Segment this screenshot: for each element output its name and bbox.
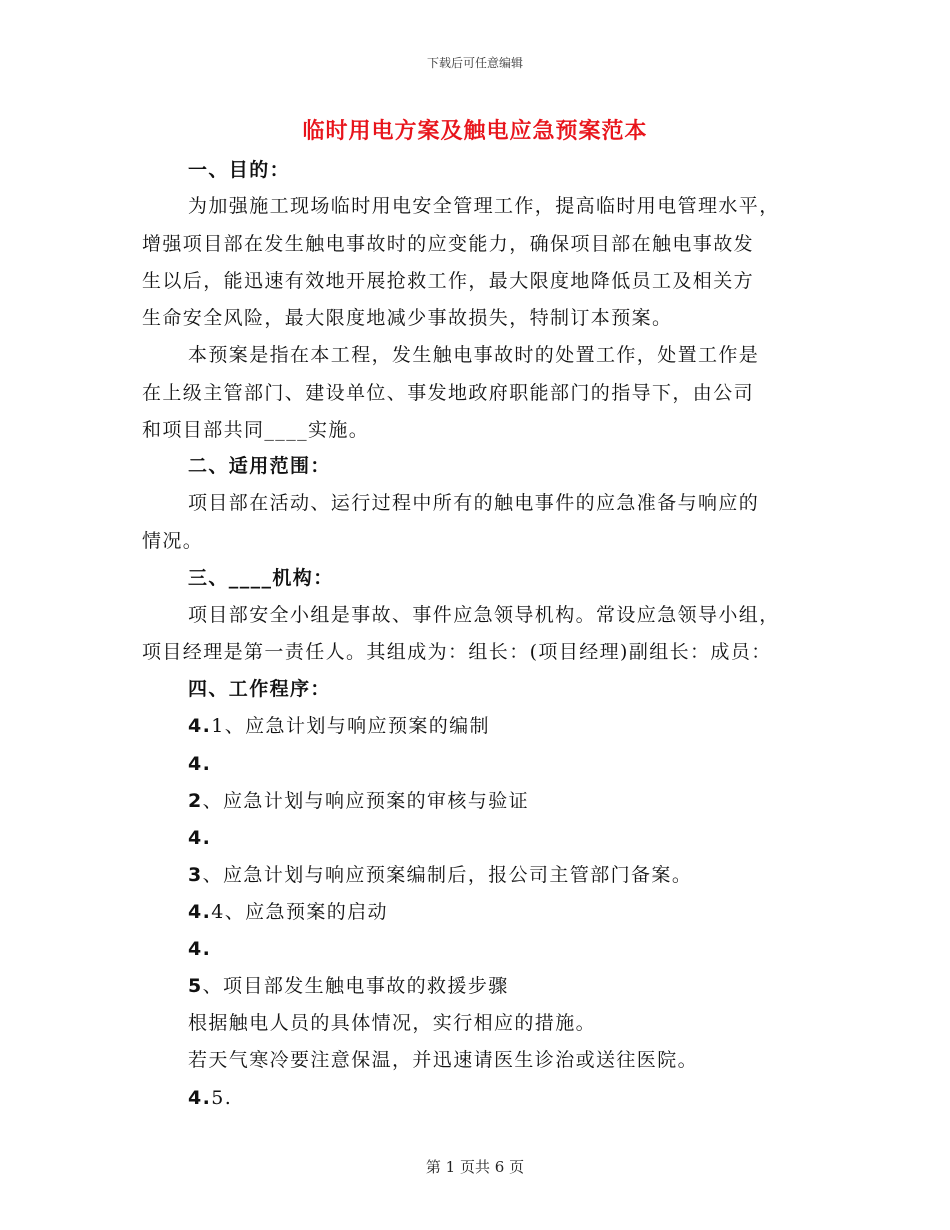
item-text: 1、应急计划与响应预案的编制 bbox=[211, 715, 490, 737]
list-item bbox=[188, 789, 529, 813]
section-heading-purpose: 一、目的： bbox=[188, 159, 291, 181]
item-number: 2 bbox=[188, 790, 203, 812]
item-text: 、应急计划与响应预案编制后，报公司主管部门备案。 bbox=[202, 864, 693, 886]
paragraph-line: 在上级主管部门、建设单位、事发地政府职能部门的指导下，由公司 bbox=[142, 382, 755, 404]
item-number: 4. bbox=[188, 901, 212, 923]
list-item bbox=[188, 714, 490, 738]
section-heading-procedure: 四、工作程序： bbox=[188, 678, 331, 700]
item-text: 5. bbox=[211, 1087, 233, 1109]
item-number: 3 bbox=[188, 864, 203, 886]
item-text: 、项目部发生触电事故的救援步骤 bbox=[202, 975, 509, 997]
page-footer: 第 1 页共 6 页 bbox=[425, 1158, 525, 1176]
paragraph-line: 项目经理是第一责任人。其组成为：组长：(项目经理)副组长：成员： bbox=[142, 641, 772, 663]
paragraph-line: 根据触电人员的具体情况，实行相应的措施。 bbox=[188, 1012, 597, 1034]
paragraph-line: 若天气寒冷要注意保温，并迅速请医生诊治或送往医院。 bbox=[188, 1049, 699, 1071]
item-text: 4、应急预案的启动 bbox=[211, 901, 388, 923]
list-item bbox=[188, 1086, 232, 1110]
item-number: 4. bbox=[188, 827, 212, 849]
list-item bbox=[188, 752, 211, 776]
paragraph-line: 增强项目部在发生触电事故时的应变能力，确保项目部在触电事故发 bbox=[142, 233, 755, 255]
list-item bbox=[188, 937, 211, 961]
item-number: 5 bbox=[188, 975, 203, 997]
list-item bbox=[188, 826, 211, 850]
paragraph-line: 情况。 bbox=[142, 530, 204, 552]
item-number: 4. bbox=[188, 753, 212, 775]
paragraph-line: 项目部安全小组是事故、事件应急领导机构。常设应急领导小组， bbox=[188, 604, 780, 626]
section-heading-organization: 三、____机构： bbox=[188, 567, 334, 589]
header-note: 下载后可任意编辑 bbox=[426, 56, 523, 70]
paragraph-line: 项目部在活动、运行过程中所有的触电事件的应急准备与响应的 bbox=[188, 492, 760, 514]
list-item bbox=[188, 974, 509, 998]
paragraph-line: 和项目部共同____实施。 bbox=[142, 419, 370, 441]
item-number: 4. bbox=[188, 715, 212, 737]
section-heading-scope: 二、适用范围： bbox=[188, 455, 331, 477]
item-text: 、应急计划与响应预案的审核与验证 bbox=[202, 790, 530, 812]
document-title: 临时用电方案及触电应急预案范本 bbox=[302, 119, 648, 144]
paragraph-line: 生命安全风险，最大限度地减少事故损失，特制订本预案。 bbox=[142, 307, 673, 329]
item-number: 4. bbox=[188, 938, 212, 960]
list-item bbox=[188, 900, 388, 924]
paragraph-line: 为加强施工现场临时用电安全管理工作，提高临时用电管理水平， bbox=[188, 195, 780, 217]
list-item bbox=[188, 863, 692, 887]
paragraph-line: 本预案是指在本工程，发生触电事故时的处置工作，处置工作是 bbox=[188, 344, 760, 366]
item-number: 4. bbox=[188, 1087, 212, 1109]
paragraph-line: 生以后，能迅速有效地开展抢救工作，最大限度地降低员工及相关方 bbox=[142, 270, 755, 292]
